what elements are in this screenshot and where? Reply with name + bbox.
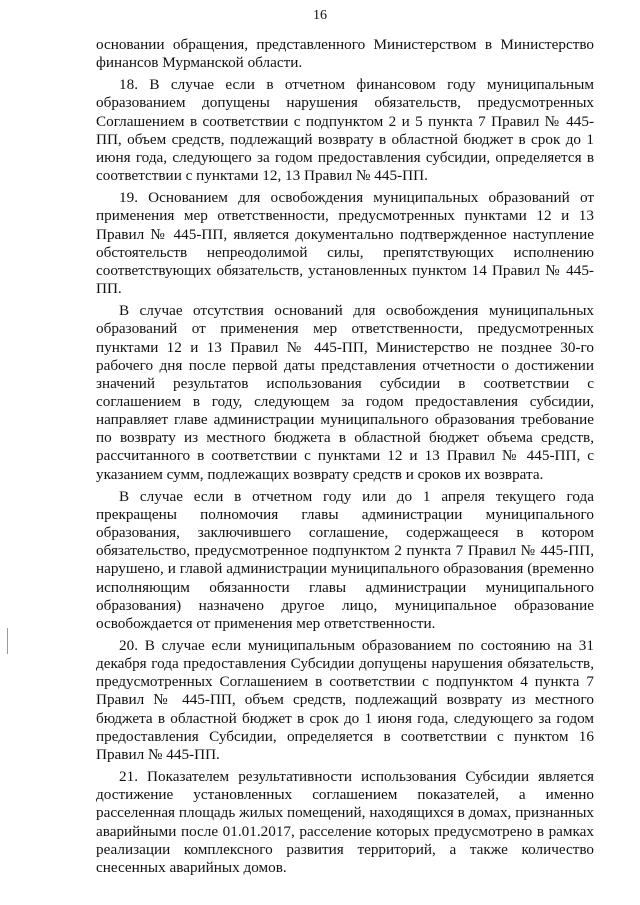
paragraph-20: 20. В случае если муниципальным образованием по состоянию на 31 декабря года предоставления Субсидии допущены нарушения обязательств, предусмотренных Соглашением в соответствии с подпунктом 4 пункта 7 Правил № 445-ПП, объем средств, подлежащий возврату из местного бюджета в областной бюджет в срок до 1 июня года, следующего за годом предоставления Субсидии, определяется в соответствии с пунктом 16 Правил № 445-ПП. xyxy=(96,637,594,763)
paragraph-19: 19. Основанием для освобождения муниципальных образований от применения мер ответственности, предусмотренных пунктами 12 и 13 Правил № 445-ПП, является документально подтвержденное наступление обстоятельств непреодолимой силы, препятствующих исполнению соответствующих обязательств, установленных пунктом 14 Правил № 445-ПП. xyxy=(96,189,594,298)
document-body xyxy=(96,36,594,881)
paragraph-19-head-change: В случае если в отчетном году или до 1 апреля текущего года прекращены полномочия главы администрации муниципального образования, заключившего соглашение, содержащееся в котором обязательство, предусмотренное подпунктом 2 пункта 7 Правил № 445-ПП, нарушено, и главой администрации муниципального образования (временно исполняющим обязанности главы администрации муниципального образования) назначено другое лицо, муниципальное образование освобождается от применения мер ответственности. xyxy=(96,487,594,632)
paragraph-21: 21. Показателем результативности использования Субсидии является достижение установленных соглашением показателей, а именно расселенная площадь жилых помещений, находящихся в домах, признанных аварийными после 01.01.2017, расселение которых предусмотрено в рамках реализации комплексного развития территорий, а также количество снесенных аварийных домов. xyxy=(96,768,594,876)
paragraph-19-no-grounds: В случае отсутствия оснований для освобождения муниципальных образований от применения мер ответственности, предусмотренных пунктами 12 и 13 Правил № 445-ПП, Министерство не позднее 30-го рабочего дня после первой даты представления отчетности о достижении значений результатов использования субсидии в соответствии с соглашением в году, следующем за годом предоставления субсидии, направляет главе администрации муниципального образования требование по возврату из местного бюджета в областной бюджет объема средств, рассчитанного в соответствии с пунктами 12 и 13 Правил № 445-ПП, с указанием сумм, подлежащих возврату средств и сроков их возврата. xyxy=(96,302,594,483)
page-number: 16 xyxy=(313,8,327,23)
paragraph-18: 18. В случае если в отчетном финансовом году муниципальным образованием допущены нарушения обязательств, предусмотренных Соглашением в соответствии с подпунктом 2 и 5 пункта 7 Правил № 445-ПП, объем средств, подлежащий возврату в областной бюджет в срок до 1 июня года, следующего за годом предоставления субсидии, определяется в соответствии с пунктами 12, 13 Правил № 445-ПП. xyxy=(96,76,594,185)
paragraph-continuation: основании обращения, представленного Министерством в Министерство финансов Мурманской области. xyxy=(96,36,594,72)
scan-margin-mark xyxy=(7,628,8,654)
